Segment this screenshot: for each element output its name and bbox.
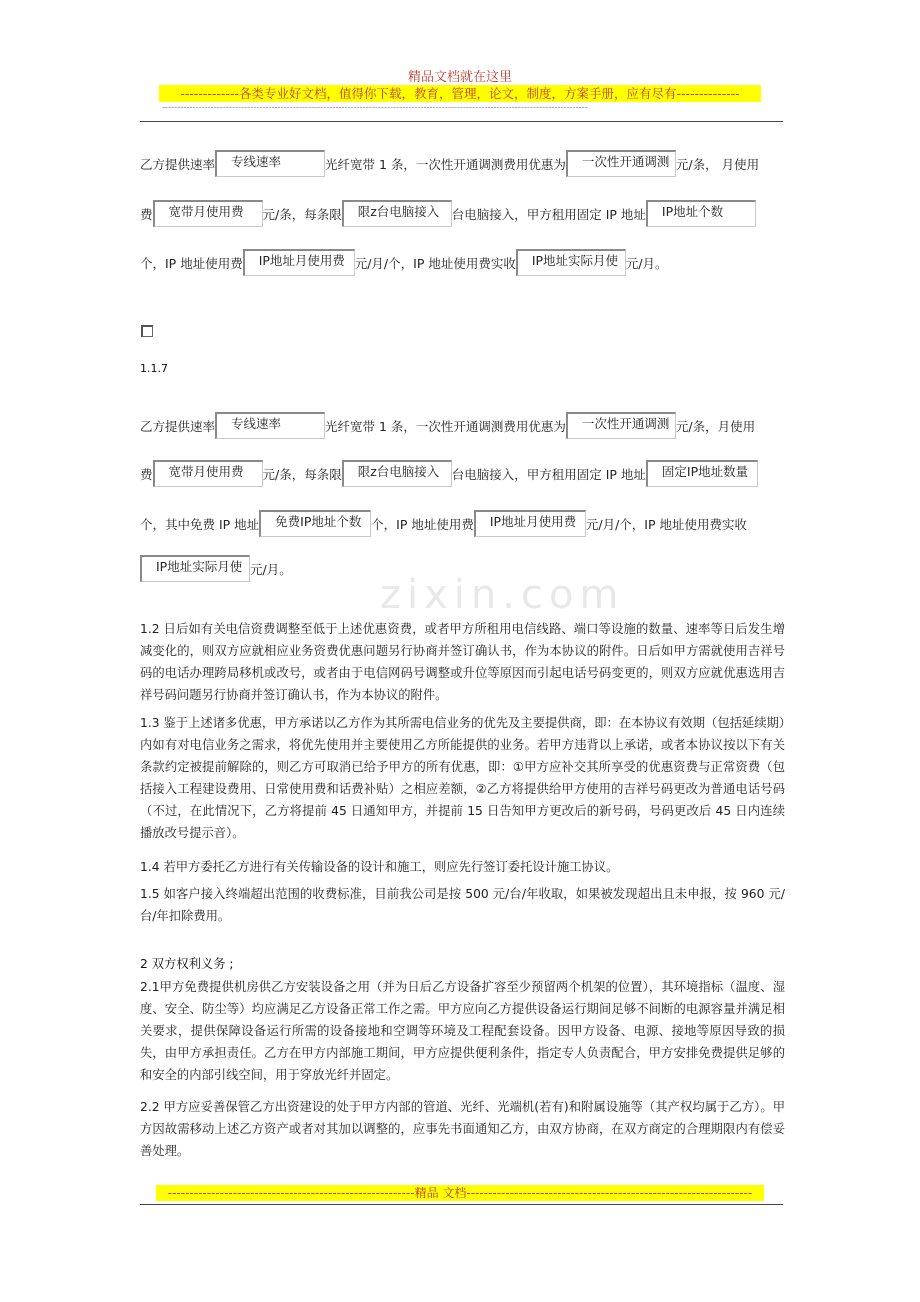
header-rule bbox=[140, 121, 783, 122]
text: 元/月。 bbox=[625, 255, 668, 271]
paragraph-2-2: 2.2 甲方应妥善保管乙方出资建设的处于甲方内部的管道、光纤、光端机(若有)和附属设施等（其产权均属于乙方）。甲方因故需移动上述乙方资产或者对其加以调整的，应事先书面通知乙方，由双方协商，在双方商定的合理期限内有偿妥善处理。 bbox=[140, 1100, 785, 1158]
paragraph-1-5: 1.5 如客户接入终端超出范围的收费标准，目前我公司是按 500 元/台/年收取，如果被发现超出且未申报，按 960 元/台/年扣除费用。 bbox=[140, 887, 785, 923]
ip-monthly-fee-field[interactable]: IP地址月使用费 bbox=[243, 249, 355, 276]
rate-field[interactable]: 专线速率 bbox=[215, 412, 325, 439]
setup-fee-field[interactable]: 一次性开通调测 bbox=[566, 412, 676, 439]
section-number: 1.1.7 bbox=[140, 362, 168, 375]
block1-line3 bbox=[140, 249, 790, 276]
text: 光纤宽带 1 条，一次性开通调测费用优惠为 bbox=[325, 156, 566, 172]
text: 费 bbox=[140, 206, 153, 222]
monthly-fee-field[interactable]: 宽带月使用费 bbox=[153, 460, 263, 487]
block1-line2 bbox=[140, 200, 790, 227]
text: 元/月/个，IP 地址使用费实收 bbox=[354, 255, 516, 271]
watermark: zixin.com bbox=[380, 572, 625, 618]
free-ip-count-field[interactable]: 免费IP地址个数 bbox=[259, 510, 371, 537]
ip-monthly-fee-field[interactable]: IP地址月使用费 bbox=[474, 510, 586, 537]
header-slogan: -------------各类专业好文档，值得你下载，教育，管理，论文，制度，方案手册，应有尽有-------------- bbox=[159, 85, 761, 102]
text: 个，其中免费 IP 地址 bbox=[140, 516, 260, 532]
paragraph-1-3: 1.3 鉴于上述诸多优惠，甲方承诺以乙方作为其所需电信业务的优先及主要提供商，即：在本协议有效期（包括延续期）内如有对电信业务之需求，将优先使用并主要使用乙方所能提供的业务。若甲方违背以上承诺，或者本协议按以下有关条款约定被提前解除的，则乙方可取消已给予甲方的所有优惠，即：①甲方应补交其所享受的优惠资费与正常资费（包括接入工程建设费用、日常使用费和话费补贴）之相应差额，②乙方将提供给甲方使用的吉祥号码更改为普通电话号码（不过，在此情况下，乙方将提前 45 日通知甲方，并提前 15 日告知甲方更改后的新号码，号码更改后 45 日内连续播放改号提示音）。 bbox=[140, 716, 785, 840]
block2-line2 bbox=[140, 460, 790, 487]
header-title: 精品文档就在这里 bbox=[407, 70, 512, 85]
block2-line1 bbox=[140, 412, 790, 439]
text: 个，IP 地址使用费 bbox=[371, 516, 474, 532]
block2-line4 bbox=[140, 555, 790, 582]
block2-line3 bbox=[140, 510, 790, 537]
checkbox[interactable] bbox=[141, 325, 153, 337]
footer-banner: ---------------------------------------------------------精品 文档------------------------------------------------------------------ bbox=[156, 1185, 764, 1201]
ip-count-field[interactable]: IP地址个数 bbox=[646, 200, 756, 227]
ip-actual-fee-field[interactable]: IP地址实际月使 bbox=[140, 555, 250, 582]
fixed-ip-count-field[interactable]: 固定IP地址数量 bbox=[646, 460, 758, 487]
text: 个，IP 地址使用费 bbox=[140, 255, 243, 271]
text: 元/月/个，IP 地址使用费实收 bbox=[585, 516, 747, 532]
text: 台电脑接入，甲方租用固定 IP 地址 bbox=[451, 466, 646, 482]
text: 费 bbox=[140, 466, 153, 482]
monthly-fee-field[interactable]: 宽带月使用费 bbox=[153, 200, 263, 227]
text: 台电脑接入，甲方租用固定 IP 地址 bbox=[451, 206, 646, 222]
setup-fee-field[interactable]: 一次性开通调测 bbox=[566, 150, 676, 177]
text: 元/条，月使用 bbox=[675, 418, 756, 434]
text: 乙方提供速率 bbox=[140, 418, 216, 434]
paragraph-1-2: 1.2 日后如有关电信资费调整至低于上述优惠资费，或者甲方所租用电信线路、端口等设施的数量、速率等日后发生增减变化的，则双方应就相应业务资费优惠问题另行协商并签订确认书，作为本协议的附件。日后如甲方需就使用吉祥号码的电话办理跨局移机或改号，或者由于电信网码号调整或升位等原因而引起电话号码变更的，则双方应就优惠选用吉祥号码问题另行协商并签订确认书，作为本协议的附件。 bbox=[140, 622, 785, 702]
footer-rule bbox=[140, 1204, 783, 1205]
text: 元/月。 bbox=[250, 561, 292, 577]
text: 元/条， 月使用 bbox=[675, 156, 760, 172]
text: 元/条，每条限 bbox=[262, 466, 342, 482]
pc-limit-field[interactable]: 限z台电脑接入 bbox=[342, 460, 452, 487]
block1-line1 bbox=[140, 150, 790, 177]
pc-limit-field[interactable]: 限z台电脑接入 bbox=[342, 200, 452, 227]
text: 光纤宽带 1 条，一次性开通调测费用优惠为 bbox=[325, 418, 566, 434]
rate-field[interactable]: 专线速率 bbox=[215, 150, 325, 177]
header-dash-line: -------------------------------------------------------------------------------------------------------------------------------------------- bbox=[162, 103, 588, 113]
text: 乙方提供速率 bbox=[140, 156, 216, 172]
section-2-title: 2 双方权利义务 ; bbox=[140, 957, 234, 971]
ip-actual-fee-field[interactable]: IP地址实际月使 bbox=[516, 249, 626, 276]
text: 元/条，每条限 bbox=[262, 206, 342, 222]
paragraph-1-4: 1.4 若甲方委托乙方进行有关传输设备的设计和施工，则应先行签订委托设计施工协议。 bbox=[140, 860, 619, 874]
paragraph-2-1: 2.1甲方免费提供机房供乙方安装设备之用（并为日后乙方设备扩容至少预留两个机架的位置），其环境指标（温度、湿度、安全、防尘等）均应满足乙方设备正常工作之需。甲方应向乙方提供设备运行期间足够不间断的电源容量并满足相关要求，提供保障设备运行所需的设备接地和空调等环境及工程配套设备。因甲方设备、电源、接地等原因导致的损失，由甲方承担责任。乙方在甲方内部施工期间，甲方应提供便利条件，指定专人负责配合，甲方安排免费提供足够的和安全的内部引线空间，用于穿放光纤并固定。 bbox=[140, 980, 785, 1082]
